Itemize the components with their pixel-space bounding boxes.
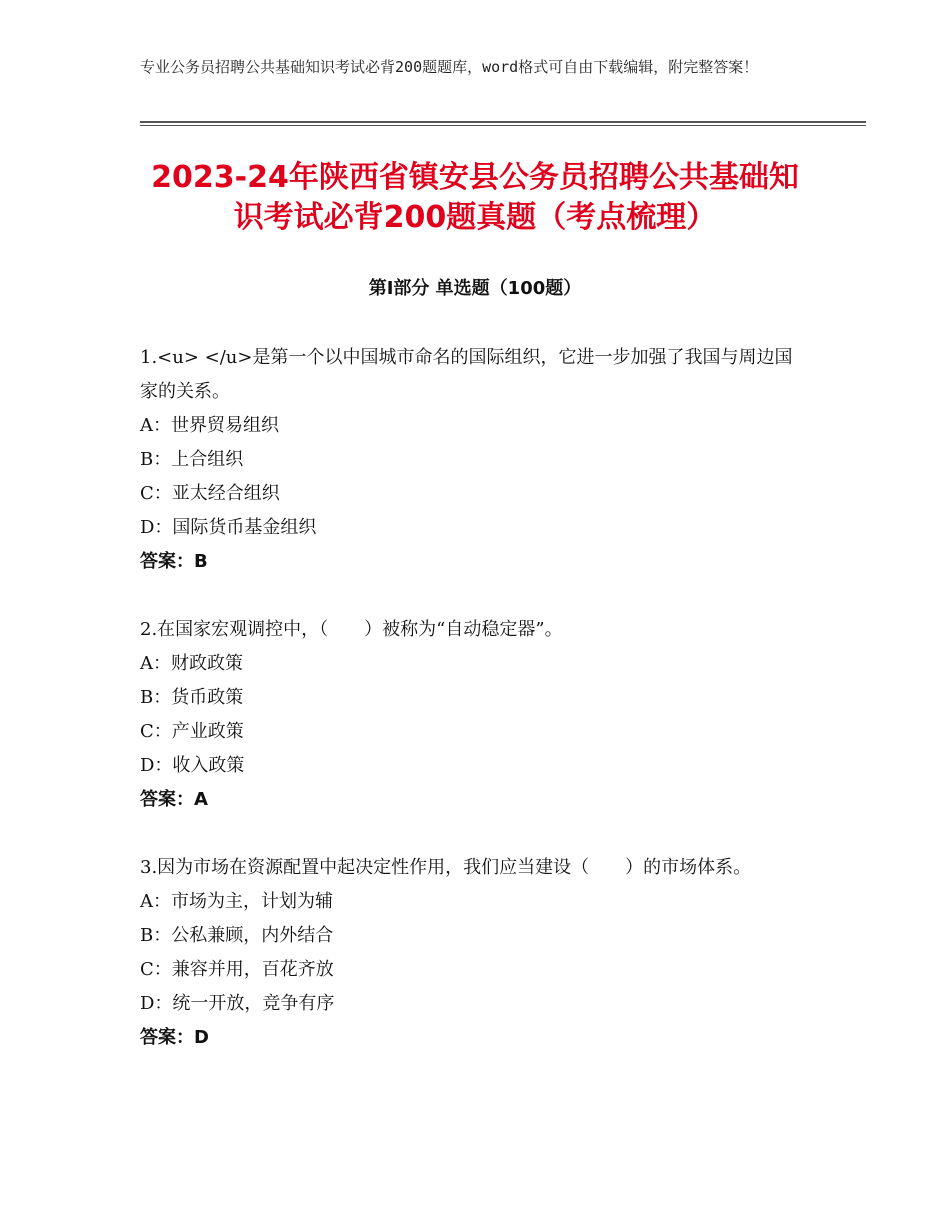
option-d: D：统一开放，竞争有序 [140, 993, 335, 1014]
option-a: A：财政政策 [140, 653, 243, 674]
option-d: D：收入政策 [140, 755, 245, 776]
section-title: 第Ⅰ部分 单选题（100题） [368, 278, 582, 299]
option-b: B：货币政策 [140, 687, 244, 708]
question-stem: 1.<u> </u>是第一个以中国城市命名的国际组织，它进一步加强了我国与周边国家的关系。 [140, 347, 793, 402]
question-3 [140, 851, 810, 1055]
question-stem: 3.因为市场在资源配置中起决定性作用，我们应当建设（ ）的市场体系。 [140, 857, 752, 878]
question-stem: 2.在国家宏观调控中，（ ）被称为“自动稳定器”。 [140, 619, 563, 640]
option-c: C：产业政策 [140, 721, 244, 742]
answer: 答案：D [140, 1027, 209, 1048]
option-d: D：国际货币基金组织 [140, 517, 317, 538]
question-1 [140, 341, 810, 579]
document-title: 2023-24年陕西省镇安县公务员招聘公共基础知识考试必背200题真题（考点梳理） [151, 160, 799, 235]
answer: 答案：B [140, 551, 208, 572]
option-a: A：世界贸易组织 [140, 415, 279, 436]
answer: 答案：A [140, 789, 208, 810]
question-2 [140, 613, 810, 817]
header-divider [140, 121, 866, 123]
question-list [140, 341, 810, 1089]
header-divider-thin [140, 125, 866, 126]
option-c: C：兼容并用，百花齐放 [140, 959, 334, 980]
option-c: C：亚太经合组织 [140, 483, 280, 504]
option-a: A：市场为主，计划为辅 [140, 891, 333, 912]
option-b: B：上合组织 [140, 449, 244, 470]
option-b: B：公私兼顾，内外结合 [140, 925, 334, 946]
header-note: 专业公务员招聘公共基础知识考试必背200题题库，word格式可自由下载编辑，附完整答案！ [140, 58, 759, 76]
